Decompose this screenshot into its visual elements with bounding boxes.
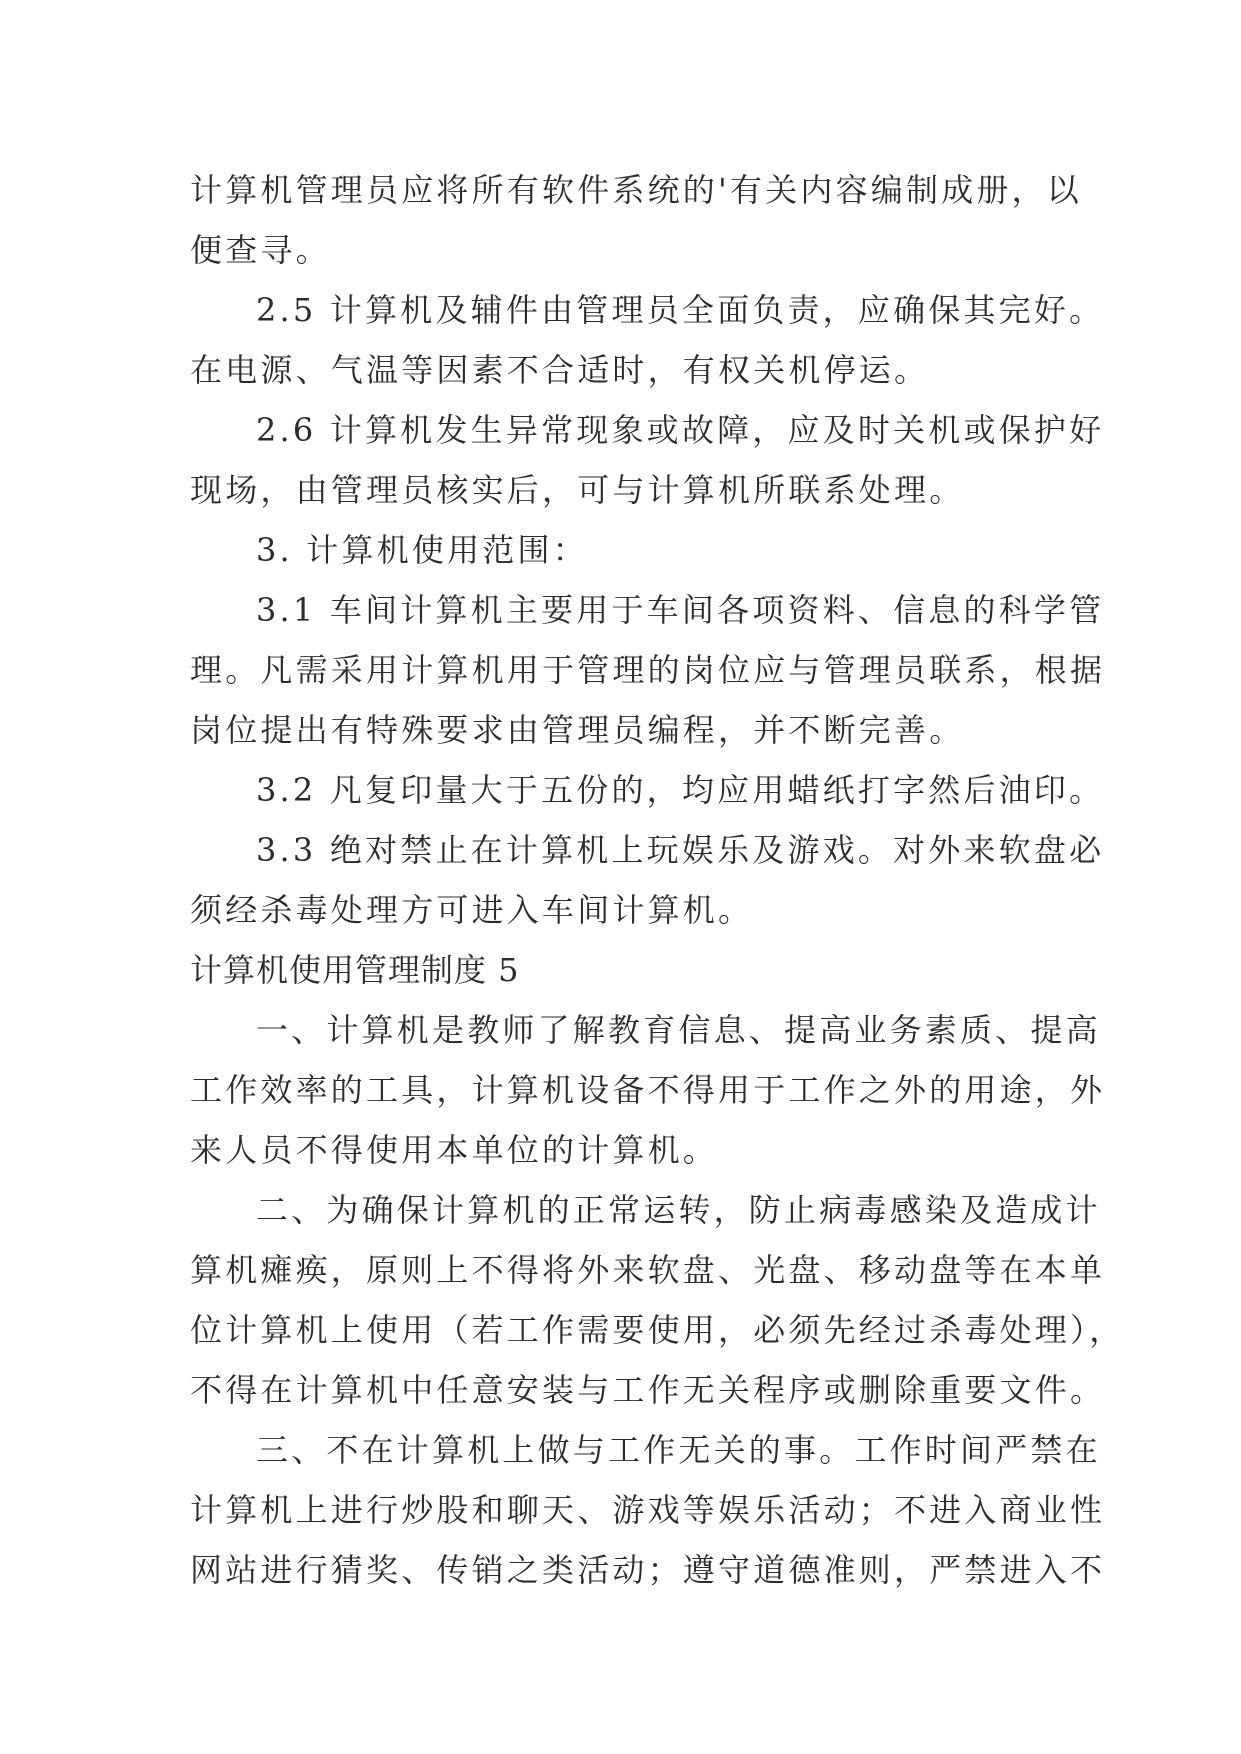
text-line: 须经杀毒处理方可进入车间计算机。: [190, 891, 754, 929]
text-line: 不得在计算机中任意安装与工作无关程序或删除重要文件。: [190, 1371, 1106, 1409]
rule-1-start: 一、计算机是教师了解教育信息、提高业务素质、提高: [256, 1011, 1101, 1049]
text-line: 岗位提出有特殊要求由管理员编程，并不断完善。: [190, 711, 965, 749]
text-line: 在电源、气温等因素不合适时，有权关机停运。: [190, 351, 930, 389]
paragraph-2-6-start: 2.6 计算机发生异常现象或故障，应及时关机或保护好: [256, 411, 1105, 449]
paragraph-3-2: 3.2 凡复印量大于五份的，均应用蜡纸打字然后油印。: [256, 771, 1105, 809]
text-line: 现场，由管理员核实后，可与计算机所联系处理。: [190, 471, 965, 509]
paragraph-3-3-start: 3.3 绝对禁止在计算机上玩娱乐及游戏。对外来软盘必: [256, 831, 1105, 869]
rule-2-start: 二、为确保计算机的正常运转，防止病毒感染及造成计: [256, 1191, 1101, 1229]
paragraph-2-5-start: 2.5 计算机及辅件由管理员全面负责，应确保其完好。: [256, 291, 1105, 329]
text-line: 工作效率的工具，计算机设备不得用于工作之外的用途，外: [190, 1071, 1106, 1109]
text-line: 计算机上进行炒股和聊天、游戏等娱乐活动；不进入商业性: [190, 1491, 1106, 1529]
text-line: 计算机管理员应将所有软件系统的'有关内容编制成册，以: [190, 171, 1082, 209]
document-heading: 计算机使用管理制度 5: [190, 951, 520, 989]
text-line: 网站进行猜奖、传销之类活动；遵守道德准则，严禁进入不: [190, 1551, 1106, 1589]
text-line: 来人员不得使用本单位的计算机。: [190, 1131, 719, 1169]
text-line: 位计算机上使用（若工作需要使用，必须先经过杀毒处理），: [190, 1311, 1125, 1349]
text-line: 算机瘫痪，原则上不得将外来软盘、光盘、移动盘等在本单: [190, 1251, 1106, 1289]
paragraph-3-1-start: 3.1 车间计算机主要用于车间各项资料、信息的科学管: [256, 591, 1105, 629]
rule-3-start: 三、不在计算机上做与工作无关的事。工作时间严禁在: [256, 1431, 1101, 1469]
document-body: [190, 160, 1125, 1600]
text-line: 理。凡需采用计算机用于管理的岗位应与管理员联系，根据: [190, 651, 1106, 689]
text-line: 便查寻。: [190, 231, 331, 269]
section-3-heading: 3. 计算机使用范围：: [256, 531, 588, 569]
